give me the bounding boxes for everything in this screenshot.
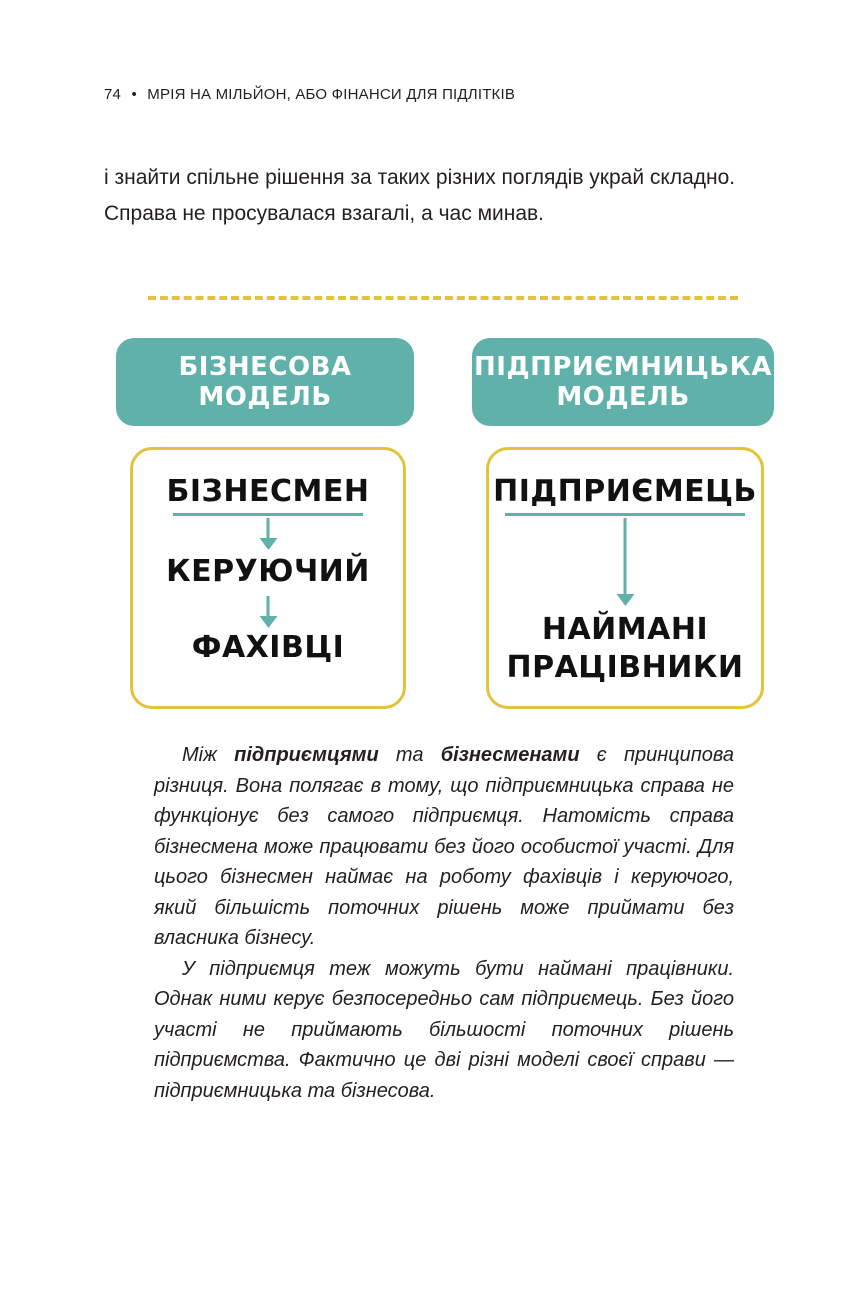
body-paragraph-1 xyxy=(154,740,734,954)
p1-bold-businessmen: бізнесменами xyxy=(440,744,580,766)
node-hired-workers-line1: НАЙМАНІ xyxy=(541,612,709,647)
p1-text-e: є принципова різниця. Вона полягає в тому, що підприємницька справа не функціонує без самого підприємця. Натомість справа бізнесмена може працювати без його особистої участі. Для цього бізнесмен наймає на роботу фахівців і керуючого, який більшість поточних рішень може приймати без власника бізнесу. xyxy=(154,744,735,949)
business-model-header xyxy=(116,338,414,426)
arrow-down-icon xyxy=(267,518,270,548)
book-title: МРІЯ НА МІЛЬЙОН, АБО ФІНАНСИ ДЛЯ ПІДЛІТКІВ xyxy=(147,86,516,103)
node-specialists: ФАХІВЦІ xyxy=(191,630,345,665)
header-bullet: • xyxy=(131,86,137,103)
dashed-divider xyxy=(148,296,738,300)
arrow-down-icon xyxy=(624,518,627,604)
p1-text-a: Між xyxy=(182,744,235,766)
body-paragraph-2: У підприємця теж можуть бути наймані працівники. Однак ними керує безпосередньо сам підприємець. Без його участі не приймають більшості поточних рішень підприємства. Фактично це дві різні моделі своєї справи — підприємницька та бізнесова. xyxy=(154,957,734,1102)
arrow-down-icon xyxy=(267,596,270,626)
entrepreneur-model-header-line2: МОДЕЛЬ xyxy=(556,382,690,412)
p1-text-c: та xyxy=(378,744,441,766)
business-model-header-line2: МОДЕЛЬ xyxy=(198,382,332,412)
business-model-header-line1: БІЗНЕСОВА xyxy=(178,352,352,382)
node-entrepreneur: ПІДПРИЄМЕЦЬ xyxy=(489,474,761,516)
entrepreneur-model-box xyxy=(486,447,764,709)
entrepreneur-model-header xyxy=(472,338,774,426)
node-businessman: БІЗНЕСМЕН xyxy=(133,474,403,516)
node-manager: КЕРУЮЧИЙ xyxy=(166,554,370,589)
page-number: 74 xyxy=(104,86,122,103)
running-head xyxy=(104,86,515,103)
node-hired-workers-line2: ПРАЦІВНИКИ xyxy=(506,650,744,685)
intro-paragraph: і знайти спільне рішення за таких різних поглядів украй складно. Справа не просувалася взагалі, а час минав. xyxy=(104,166,736,225)
business-model-box xyxy=(130,447,406,709)
body-text xyxy=(154,740,734,1106)
p1-bold-entrepreneurs: підприємцями xyxy=(234,744,379,766)
entrepreneur-model-header-line1: ПІДПРИЄМНИЦЬКА xyxy=(474,352,772,382)
